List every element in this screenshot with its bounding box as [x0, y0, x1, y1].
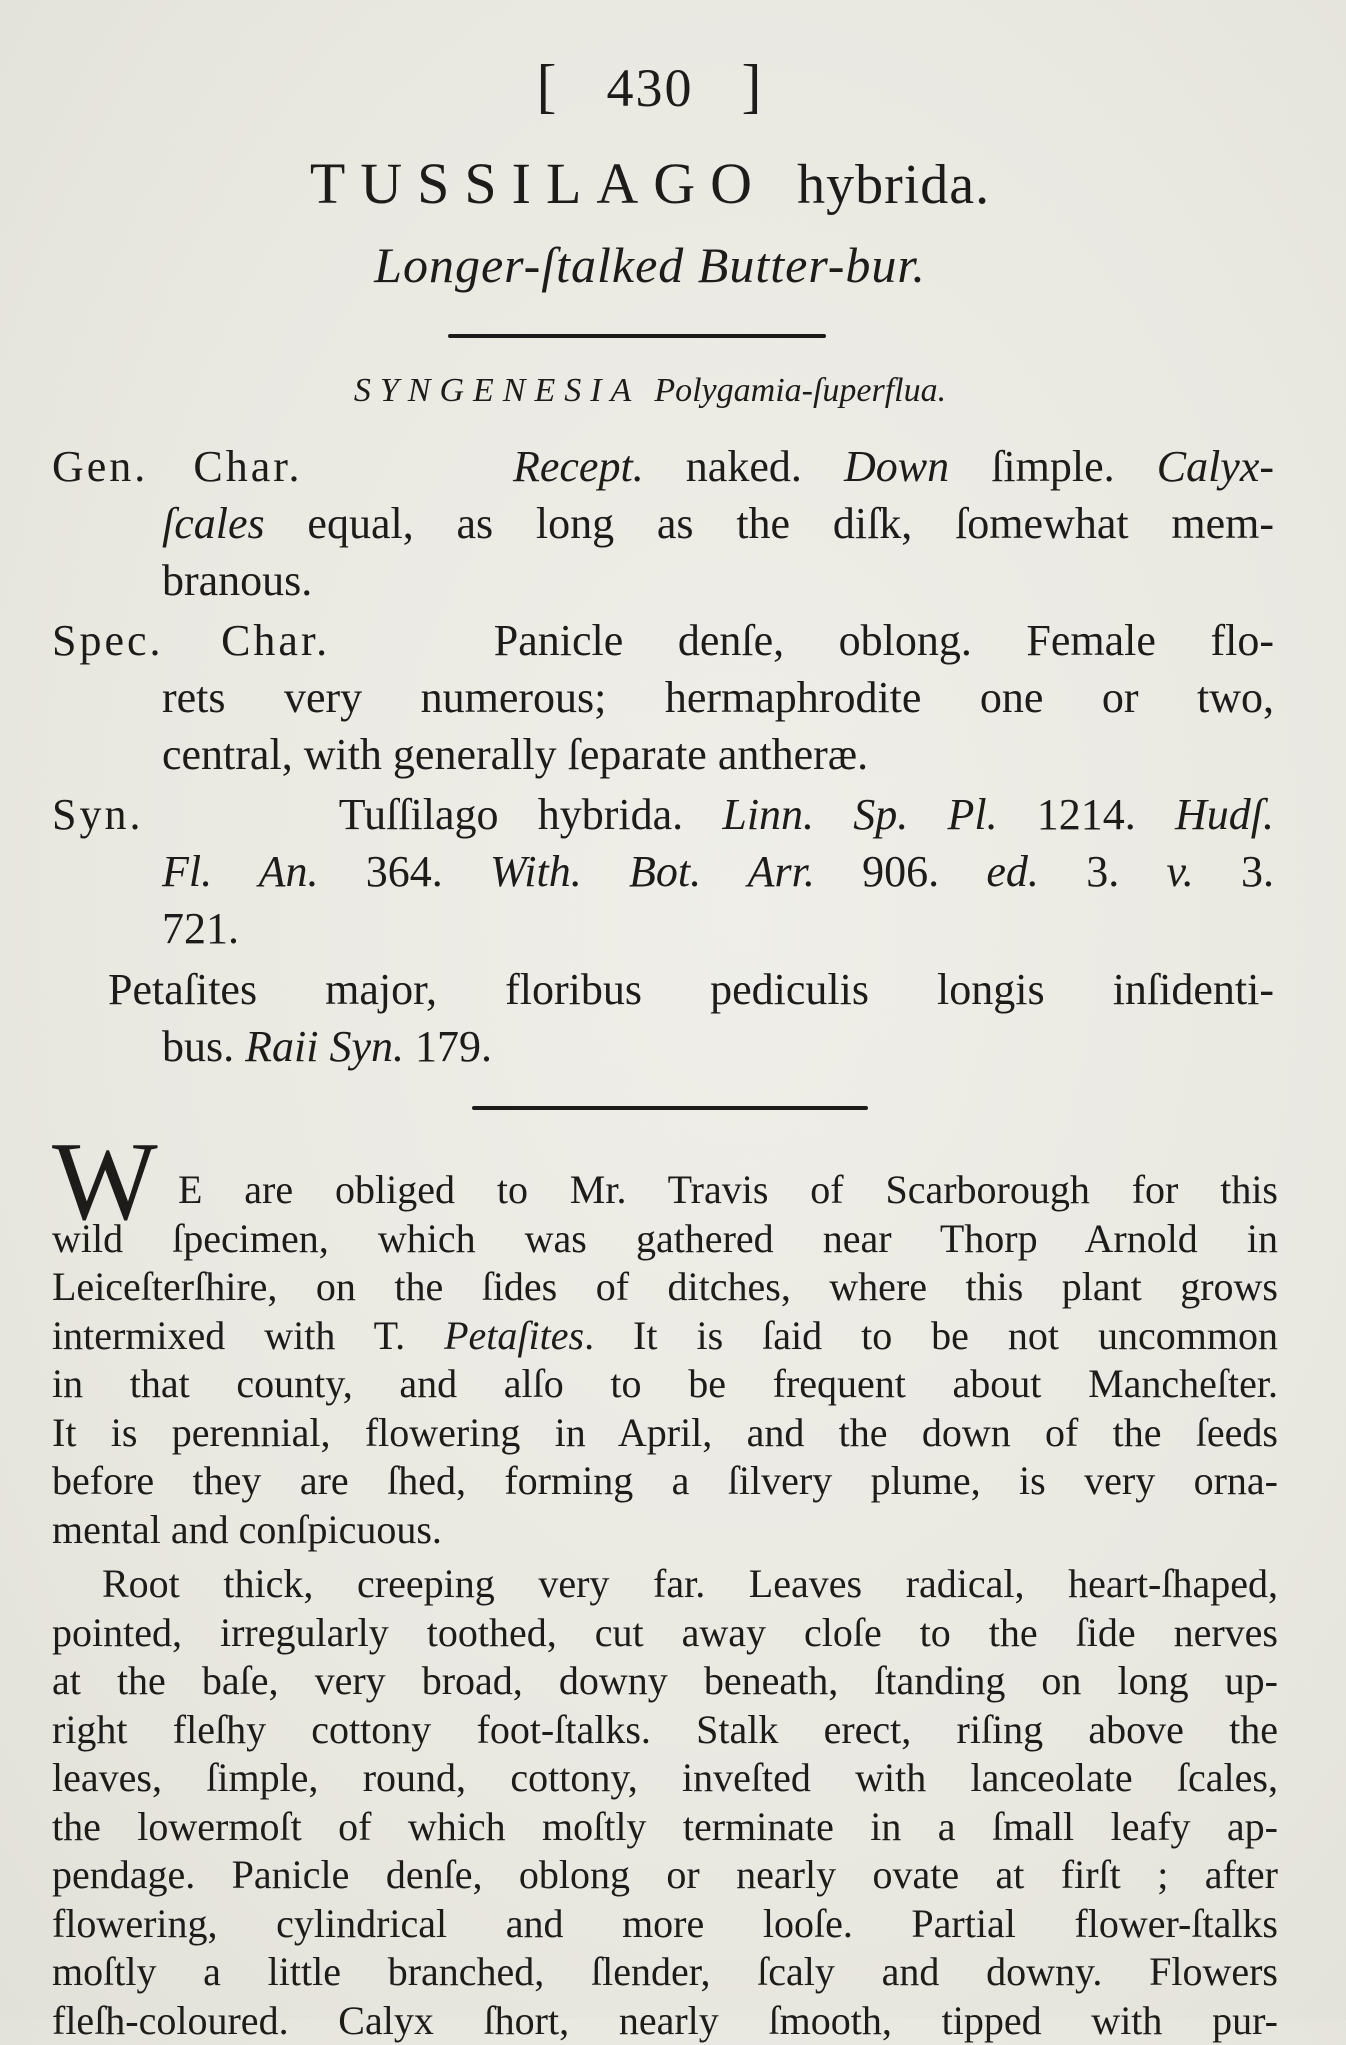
- spec-char-label: Spec. Char.: [52, 616, 330, 665]
- syn-line: 721.: [52, 900, 1274, 957]
- species-name: hybrida.: [797, 154, 990, 216]
- gen-char-line: [52, 552, 1274, 609]
- gen-char-label: Gen. Char.: [52, 442, 303, 491]
- description-paragraph-2: [52, 1560, 1278, 2045]
- body-line: E are obliged to Mr. Travis of Scarborough for this: [52, 1166, 1278, 1215]
- spec-char-line: rets very numerous; hermaphrodite one or two,: [52, 669, 1274, 726]
- body-line: leaves, ſimple, round, cottony, inveſted with lanceolate ſcales,: [52, 1754, 1278, 1803]
- syn-line: [52, 1018, 1274, 1075]
- body-line: mental and conſpicuous.: [52, 1506, 1278, 1555]
- class-name: SYNGENESIA: [354, 372, 640, 409]
- body-text: . It is ſaid to be not uncommon: [584, 1313, 1278, 1358]
- gen-char-line: [52, 438, 1274, 495]
- gen-char-text: branous.: [162, 556, 312, 605]
- spec-char-line: [52, 612, 1274, 669]
- body-line: flowering, cylindrical and more looſe. Partial flower-ſtalks: [52, 1900, 1278, 1949]
- body-line: the lowermoſt of which moſtly terminate in a ſmall leafy ap-: [52, 1803, 1278, 1852]
- body-line: fleſh-coloured. Calyx ſhort, nearly ſmooth, tipped with pur-: [52, 1997, 1278, 2045]
- open-bracket: [: [537, 52, 559, 121]
- body-line: [52, 1312, 1278, 1361]
- description-paragraph-1: [52, 1166, 1278, 1554]
- syn-line: Petaſites major, floribus pediculis longis inſidenti-: [52, 961, 1274, 1018]
- syn-text: Linn. Sp. Pl.: [722, 790, 997, 839]
- page-number: 430: [607, 58, 694, 118]
- gen-char-text: naked.: [644, 442, 844, 491]
- gen-char-text: Calyx-: [1157, 442, 1274, 491]
- syn-text: 3.: [1194, 847, 1274, 896]
- syn-text: 179.: [404, 1022, 492, 1071]
- page-number-header: [0, 52, 1300, 121]
- order-name: Polygamia-ſuperflua.: [654, 372, 946, 409]
- spec-char-entry: [52, 612, 1274, 783]
- syn-text: 1214.: [998, 790, 1175, 839]
- syn-text: Hudſ.: [1175, 790, 1274, 839]
- gen-char-text: ſimple.: [949, 442, 1157, 491]
- body-line: before they are ſhed, forming a ſilvery plume, is very orna-: [52, 1457, 1278, 1506]
- classification-line: [0, 372, 1300, 410]
- syn-label: Syn.: [52, 790, 143, 839]
- body-line: pendage. Panicle denſe, oblong or nearly ovate at firſt ; after: [52, 1851, 1278, 1900]
- synonymy-entry: [52, 786, 1274, 1075]
- body-line: moſtly a little branched, ſlender, ſcaly and downy. Flowers: [52, 1948, 1278, 1997]
- syn-text: Fl. An.: [162, 847, 318, 896]
- syn-text: 364.: [318, 847, 490, 896]
- syn-text: ed.: [986, 847, 1039, 896]
- body-line: wild ſpecimen, which was gathered near Thorp Arnold in: [52, 1215, 1278, 1264]
- syn-text: 3.: [1039, 847, 1167, 896]
- common-name: Longer-ſtalked Butter-bur.: [0, 236, 1300, 294]
- spec-char-text: Panicle denſe, oblong. Female flo-: [494, 616, 1274, 665]
- syn-text: With. Bot. Arr.: [490, 847, 815, 896]
- close-bracket: ]: [742, 52, 764, 121]
- genus-name: TUSSILAGO: [310, 151, 767, 216]
- divider-rule: [448, 334, 826, 338]
- body-line: in that county, and alſo to be frequent about Mancheſter.: [52, 1360, 1278, 1409]
- syn-text: Tuſſilago hybrida.: [339, 790, 723, 839]
- syn-text: 906.: [815, 847, 987, 896]
- gen-char-entry: [52, 438, 1274, 609]
- body-line: right fleſhy cottony foot-ſtalks. Stalk erect, riſing above the: [52, 1706, 1278, 1755]
- body-line: pointed, irregularly toothed, cut away cloſe to the ſide nerves: [52, 1609, 1278, 1658]
- gen-char-text: equal, as long as the diſk, ſomewhat mem-: [265, 499, 1274, 548]
- divider-rule: [472, 1106, 868, 1110]
- spec-char-line: central, with generally ſeparate antheræ.: [52, 726, 1274, 783]
- gen-char-text: Recept.: [513, 442, 644, 491]
- syn-text: Raii Syn.: [245, 1022, 404, 1071]
- body-line: It is perennial, flowering in April, and the down of the ſeeds: [52, 1409, 1278, 1458]
- drop-cap: W: [52, 1126, 158, 1238]
- syn-text: v.: [1166, 847, 1193, 896]
- species-title: [0, 150, 1300, 217]
- gen-char-text: ſcales: [162, 499, 265, 548]
- syn-line: [52, 786, 1274, 843]
- body-text: intermixed with T.: [52, 1313, 444, 1358]
- body-text: Petaſites: [444, 1313, 584, 1358]
- body-line: at the baſe, very broad, downy beneath, ſtanding on long up-: [52, 1657, 1278, 1706]
- gen-char-line: [52, 495, 1274, 552]
- syn-line: [52, 843, 1274, 900]
- body-line: Leiceſterſhire, on the ſides of ditches, where this plant grows: [52, 1263, 1278, 1312]
- body-line: Root thick, creeping very far. Leaves radical, heart-ſhaped,: [52, 1560, 1278, 1609]
- gen-char-text: Down: [844, 442, 949, 491]
- syn-text: bus.: [162, 1022, 245, 1071]
